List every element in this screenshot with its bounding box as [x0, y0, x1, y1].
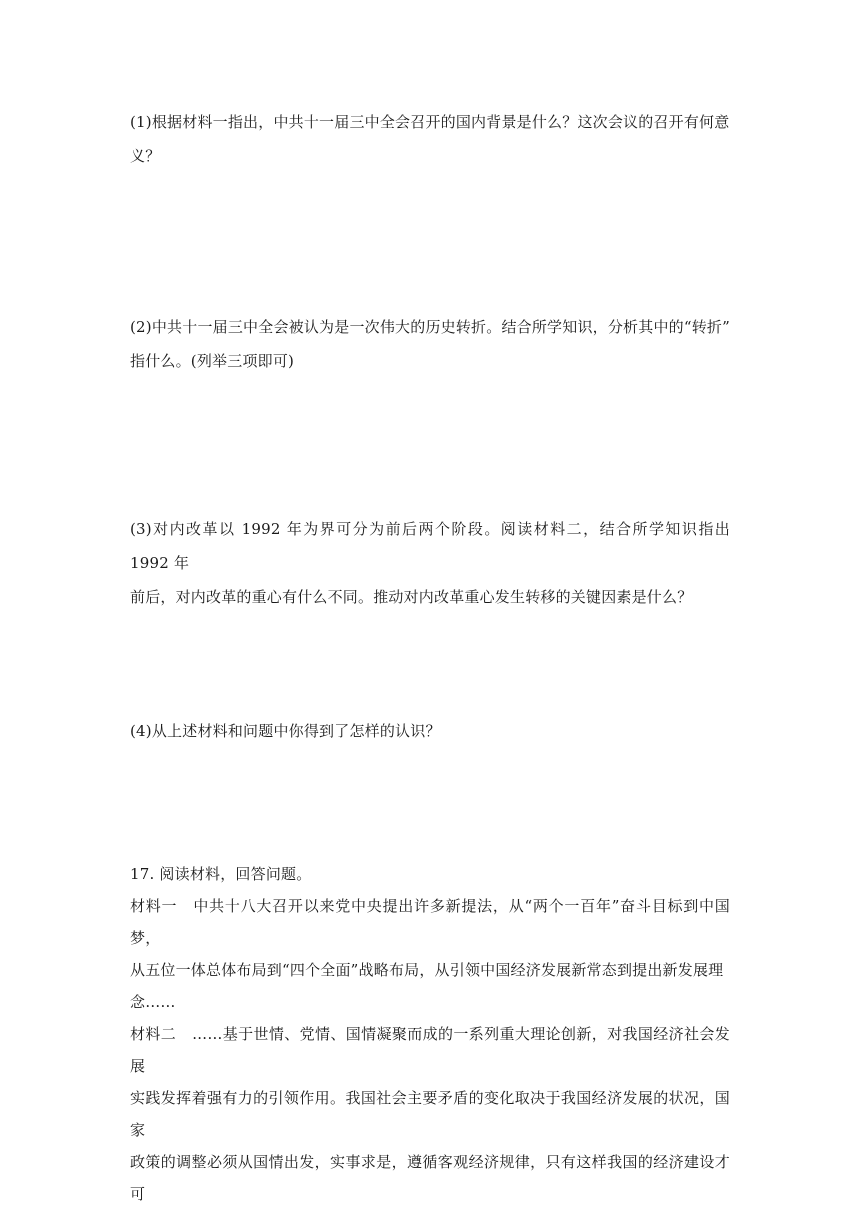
material-1-label: 材料一: [130, 897, 178, 915]
question-2: [130, 310, 730, 378]
question-17: [130, 858, 730, 1210]
question-1: [130, 105, 730, 173]
material-2-line-1: [130, 1018, 730, 1082]
material-2-text: ……基于世情、党情、国情凝聚而成的一系列重大理论创新，对我国经济社会发展: [130, 1025, 730, 1075]
material-2-line-2: 实践发挥着强有力的引领作用。我国社会主要矛盾的变化取决于我国经济发展的状况，国家: [130, 1089, 730, 1139]
material-2-line-3: 政策的调整必须从国情出发，实事求是，遵循客观经济规律，只有这样我国的经济建设才可: [130, 1153, 730, 1203]
material-1-text: 中共十八大召开以来党中央提出许多新提法，从“两个一百年”奋斗目标到中国梦，: [130, 897, 730, 947]
question-4: [130, 714, 730, 748]
question-2-line-2: 指什么。(列举三项即可): [130, 352, 295, 370]
material-1-line-2: 从五位一体总体布局到“四个全面”战略布局，从引领中国经济发展新常态到提出新发展理: [130, 961, 724, 979]
question-2-line-1: (2)中共十一届三中全会被认为是一次伟大的历史转折。结合所学知识，分析其中的“转折”: [130, 318, 730, 336]
question-1-line-1: (1)根据材料一指出，中共十一届三中全会召开的国内背景是什么？这次会议的召开有何意: [130, 113, 730, 131]
question-1-line-2: 义？: [130, 147, 161, 165]
question-17-heading: 17. 阅读材料，回答问题。: [130, 865, 312, 883]
question-3-line-1: (3)对内改革以 1992 年为界可分为前后两个阶段。阅读材料二，结合所学知识指出 1992 年: [130, 520, 730, 572]
material-1-line-3: 念……: [130, 993, 176, 1011]
question-4-line-1: (4)从上述材料和问题中你得到了怎样的认识？: [130, 722, 441, 740]
question-3-line-2: 前后，对内改革的重心有什么不同。推动对内改革重心发生转移的关键因素是什么？: [130, 588, 693, 606]
material-1-line-1: [130, 890, 730, 954]
material-2-label: 材料二: [130, 1025, 177, 1043]
question-3: [130, 512, 730, 614]
